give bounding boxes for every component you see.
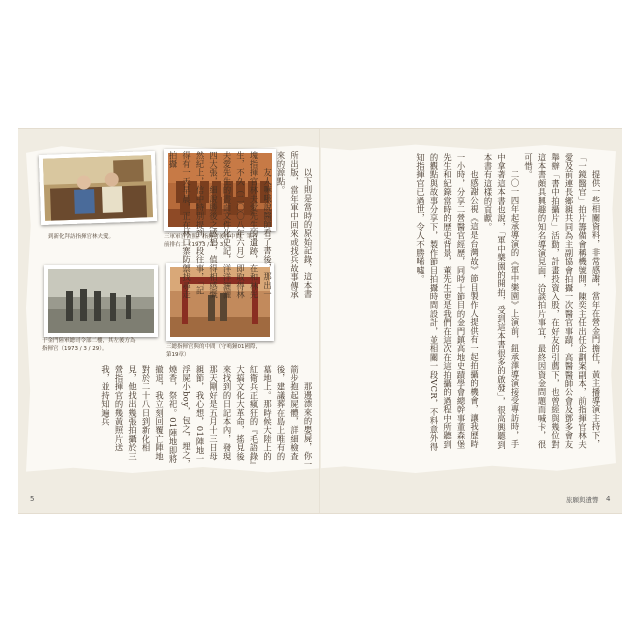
right-page-footer-title: 旅願與遺響	[566, 496, 599, 504]
photo-soldiers-walking-image	[48, 269, 154, 333]
body-paragraph: 以下則是當時的原始記錄，這本書所出版，當年軍中回來或找兵故事傳承來的源點。	[276, 151, 313, 299]
body-paragraph: 也感謝公視《這是台灣故》節目製作人提供有一起拍攝的機會，讓我歷時一小時，分享二營醫官經歷，同時十節目的金門鎮高地史蹟學會總幹事董森堡先生和紀錄當時的歷史背景，董先生更是我們在這次在這拍攝的過程中所聽到的觀點與故事分享下，製作節目拍攝時間設計，並相關一段VCR，不料意外得知指揮官已過世，令人不勝唏噓。	[415, 153, 480, 452]
book-spread	[18, 128, 622, 514]
caption-line: 第19章）	[166, 352, 190, 358]
left-page-number: 5	[30, 495, 35, 503]
photo-visit-commander	[39, 151, 157, 225]
caption-line: 于金門陸軍總司令部二樓，其左後方為	[42, 338, 136, 344]
body-paragraph: 二〇一四年起承導演的《軍中樂園》上演前，鈕承澤導演接受專訪時，手中拿著這本書也說，「軍中樂園的開拍，受到這本書很多的啟發」，很高興聽到本書有這樣的貢獻。	[483, 153, 520, 450]
caption-line: 指揮官（1973 / 3 / 29）。	[42, 346, 108, 352]
photo-soldiers-walking-caption	[42, 337, 136, 353]
body-paragraph: 友人嘛哦說醫師看了書後，那出一塊指揮官林夫愛先生的遺跡，在和林先生，不久（二〇〇八年六月）即取得林夫愛先生的書面文件化史記，洋洋灑灑四大張，細說勝後之感想，值得相感慨然紀上，信中特別提到一段往事，「記得有一天早晨，正在林口寨防禦找尋走拍攝	[168, 151, 273, 299]
caption-line: 前排右二（1973 / 1 / 3）。	[164, 242, 232, 248]
left-page-body-lower	[58, 365, 314, 469]
right-page-number: 4	[606, 495, 611, 503]
photo-gate-officers-caption	[166, 343, 261, 359]
right-page-body	[334, 153, 602, 453]
caption-line: 三軍軍官合照，指揮官後排中間，筆者	[164, 234, 258, 240]
photo-visit-commander-image	[43, 155, 153, 221]
body-paragraph: 那邊漂來的嬰屍，你一箭步抱起屍體，詳細檢查後，建議葬在島上唯有的墓地上。那時候大陸上的紅衛兵正瘋狂的『毛語錄』大搞文化大革命，搖見後來找到的日記本內，發現那天剛好是五月十三日母親節，我心想，01陣地一浮屍小boy，包之，埋之，燒香，祭祀。01陣地即將撤退，我立刻回覆亡陣地對於二十八日到新化相見，他找出幾張拍攝於三營指揮官的幾黃照片送我，並持知遍兵	[100, 365, 313, 469]
photo-soldiers-walking	[44, 265, 158, 337]
page-gutter	[319, 129, 321, 513]
photo-visit-commander-caption: 到新化拜訪指揮官林夫愛。	[48, 234, 115, 240]
body-paragraph: 提供一些相關資料，非常感謝，當年在營金門擔任，黃主播導演主持下，「一鏡醫官」拍片籌備會稱機號開，陳奕主任出任企劃案副本，前指揮官林夫愛及前連長鄉親共同為主副協會拍攝一次醫官事蹟，高醫醫師公會及鄧多會友舉辦「書中拍攝片」活動，計畫投資入股，在好友的引薦下，也曾經與幾位對這本書頗具興趣的知名導演見面，洽談拍片事宜，最終因資金問題而喊卡，很可惜。	[523, 153, 601, 449]
caption-line: 三總指揮官與的中間（守鳴鐘01國際，	[166, 344, 261, 350]
